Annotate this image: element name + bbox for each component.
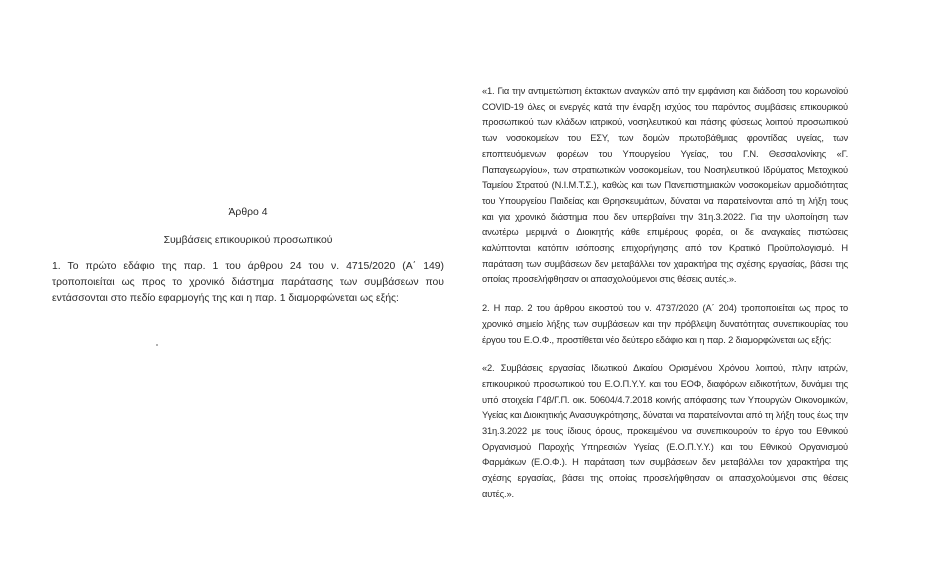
right-column (482, 84, 848, 503)
scan-artifact-dot (156, 344, 158, 346)
left-column (52, 205, 444, 307)
article-number: Άρθρο 4 (228, 207, 268, 218)
article-title: Συμβάσεις επικουρικού προσωπικού (163, 235, 333, 246)
article-paragraph-1: 1. Το πρώτο εδάφιο της παρ. 1 του άρθρου 24 του ν. 4715/2020 (Α΄ 149) τροποποιείται ως προς το χρονικό διάστημα παράτασης των συμβάσεων που εντάσσονται στο πεδίο εφαρμογής της και η παρ. 1 διαμορφώνεται ως εξής: (52, 261, 444, 304)
article-paragraph-2: 2. Η παρ. 2 του άρθρου εικοστού του ν. 4737/2020 (Α΄ 204) τροποποιείται ως προς το χρονικό σημείο λήξης των συμβάσεων και την πρόβλεψη δυνατότητας συνεπικουρίας του έργου του Ε.Ο.Φ., προστίθεται νέο δεύτερο εδάφιο και η παρ. 2 διαμορφώνεται ως εξής: (482, 303, 848, 345)
amended-text-paragraph-2: «2. Συμβάσεις εργασίας Ιδιωτικού Δικαίου Ορισμένου Χρόνου λοιπού, πλην ιατρών, επικουρικού προσωπικού του Ε.Ο.Π.Υ.Υ. και του ΕΟΦ, διαφόρων ειδικοτήτων, δυνάμει της υπό στοιχεία Γ4β/Γ.Π. οικ. 50604/4.7.2018 κοινής απόφασης των Υπουργών Οικονομικών, Υγείας και Διοικητικής Ανασυγκρότησης, δύναται να παρατείνονται από τη λήξη τους έως την 31η.3.2022 με τους ίδιους όρους, προκειμένου να συνεπικουρούν το έργο του Εθνικού Οργανισμού Παροχής Υπηρεσιών Υγείας (Ε.Ο.Π.Υ.Υ.) και του Εθνικού Οργανισμού Φαρμάκων (Ε.Ο.Φ.). Η παράταση των συμβάσεων δεν μεταβάλλει τον χαρακτήρα της σχέσης εργασίας, βάσει της οποίας προσελήφθησαν οι απασχολούμενοι στις θέσεις αυτές.». (482, 363, 848, 499)
amended-text-paragraph-1: «1. Για την αντιμετώπιση έκτακτων αναγκών από την εμφάνιση και διάδοση του κορωνοϊού COVID-19 όλες οι ενεργές κατά την έναρξη ισχύος του παρόντος συμβάσεις επικουρικού προσωπικού των κλάδων ιατρικού, νοσηλευτικού και πάσης φύσεως λοιπού προσωπικού των νοσοκομείων του ΕΣΥ, των δομών πρωτοβάθμιας φροντίδας υγείας, των εποπτευόμενων φορέων του Υπουργείου Υγείας, του Γ.Ν. Θεσσαλονίκης «Γ. Παπαγεωργίου», των στρατιωτικών νοσοκομείων, του Νοσηλευτικού Ιδρύματος Μετοχικού Ταμείου Στρατού (Ν.Ι.Μ.Τ.Σ.), καθώς και των Πανεπιστημιακών νοσοκομείων αρμοδιότητας του Υπουργείου Παιδείας και Θρησκευμάτων, δύναται να παρατείνονται από τη λήξη τους και για χρονικό διάστημα που δεν υπερβαίνει την 31η.3.2022. Για την υλοποίηση των ανωτέρω μεριμνά ο Διοικητής κάθε επιμέρους φορέα, οι δε αναγκαίες πιστώσεις καλύπτονται κατόπιν ισόποσης επιχορήγησης από τον Κρατικό Προϋπολογισμό. Η παράταση των συμβάσεων δεν μεταβάλλει τον χαρακτήρα της σχέσης εργασίας, βάσει της οποίας προσελήφθησαν οι απασχολούμενοι στις θέσεις αυτές.». (482, 86, 848, 285)
